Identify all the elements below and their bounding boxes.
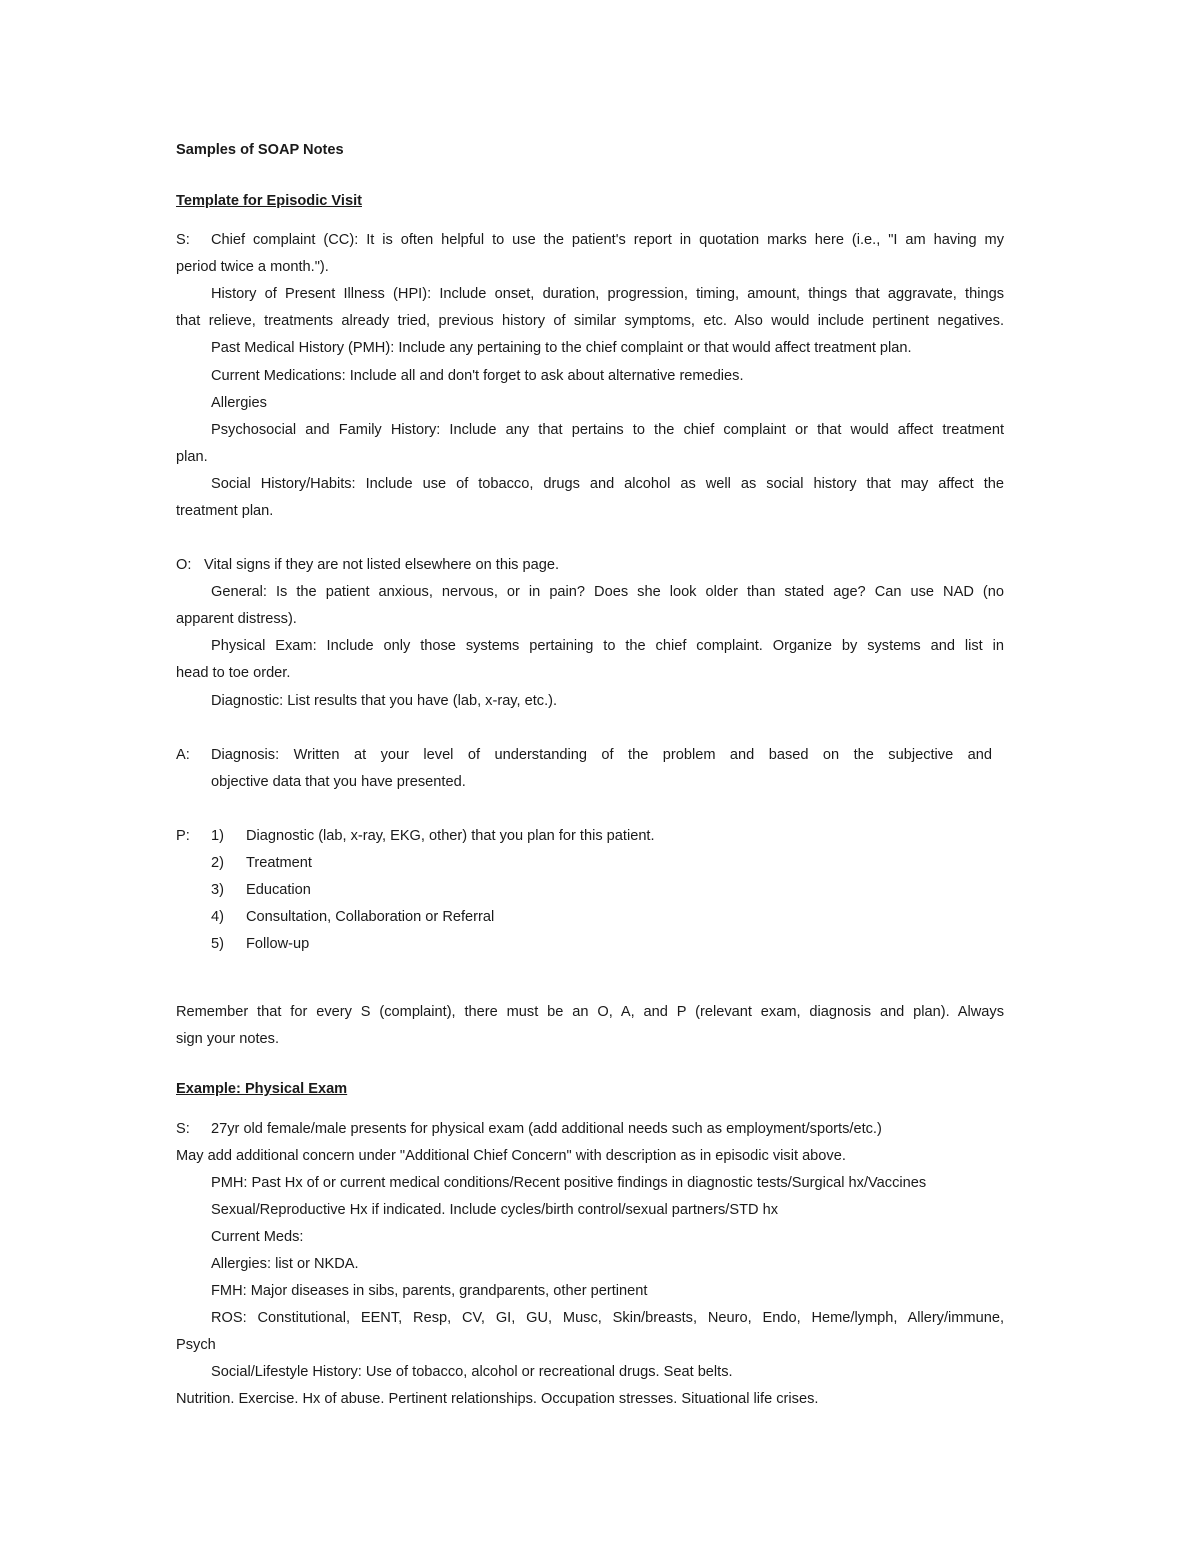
plan-item-number: 2): [211, 855, 224, 871]
o-label: O:: [176, 557, 192, 573]
example-meds-line: Current Meds:: [211, 1229, 304, 1245]
physical-exam-line: Physical Exam: Include only those systems pertaining to the chief complaint. Organize by systems and list in: [211, 638, 1004, 654]
plan-item-text: Education: [246, 882, 311, 898]
plan-item-number: 4): [211, 909, 224, 925]
vital-signs-line: Vital signs if they are not listed elsewhere on this page.: [204, 557, 560, 573]
example-ros-line-2: Psych: [176, 1337, 216, 1353]
plan-item-text: Follow-up: [246, 936, 310, 952]
example-nutrition-line: Nutrition. Exercise. Hx of abuse. Pertinent relationships. Occupation stresses. Situational life crises.: [176, 1391, 819, 1407]
psychosocial-line-2: plan.: [176, 449, 208, 465]
plan-item-number: 3): [211, 882, 224, 898]
allergies-line: Allergies: [211, 395, 267, 411]
hpi-line: History of Present Illness (HPI): Include onset, duration, progression, timing, amount, things that aggravate, things: [211, 286, 1004, 302]
plan-item-text: Diagnostic (lab, x-ray, EKG, other) that you plan for this patient.: [246, 828, 655, 844]
example-pmh-line: PMH: Past Hx of or current medical conditions/Recent positive findings in diagnostic tests/Surgical hx/Vaccines: [211, 1175, 927, 1191]
diagnosis-line: Diagnosis: Written at your level of understanding of the problem and based on the subjective and: [211, 747, 992, 763]
hpi-line-2: that relieve, treatments already tried, previous history of similar symptoms, etc. Also would include pertinent negatives.: [176, 313, 1004, 329]
s-label-example: S:: [176, 1121, 190, 1137]
reminder-line: Remember that for every S (complaint), there must be an O, A, and P (relevant exam, diagnosis and plan). Always: [176, 1004, 1004, 1020]
social-history-line-2: treatment plan.: [176, 503, 274, 519]
plan-item-text: Consultation, Collaboration or Referral: [246, 909, 495, 925]
pmh-line: Past Medical History (PMH): Include any pertaining to the chief complaint or that would affect treatment plan.: [211, 340, 912, 356]
diagnosis-line-2: objective data that you have presented.: [211, 774, 466, 790]
s-label: S:: [176, 232, 190, 248]
chief-complaint-line-2: period twice a month.").: [176, 259, 329, 275]
example-ros-line: ROS: Constitutional, EENT, Resp, CV, GI, GU, Musc, Skin/breasts, Neuro, Endo, Heme/lymph, Allery/immune,: [211, 1310, 1004, 1326]
section-heading-episodic: Template for Episodic Visit: [176, 193, 362, 209]
general-line: General: Is the patient anxious, nervous, or in pain? Does she look older than stated age? Can use NAD (no: [211, 584, 1004, 600]
section-heading-physical-exam: Example: Physical Exam: [176, 1081, 348, 1097]
example-concern-line: May add additional concern under "Additional Chief Concern" with description as in episodic visit above.: [176, 1148, 846, 1164]
document-title: Samples of SOAP Notes: [176, 142, 344, 158]
example-allergies-line: Allergies: list or NKDA.: [211, 1256, 359, 1272]
social-history-line: Social History/Habits: Include use of tobacco, drugs and alcohol as well as social history that may affect the: [211, 476, 1004, 492]
general-line-2: apparent distress).: [176, 611, 297, 627]
example-sexual-history-line: Sexual/Reproductive Hx if indicated. Include cycles/birth control/sexual partners/STD hx: [211, 1202, 778, 1218]
chief-complaint-line: Chief complaint (CC): It is often helpful to use the patient's report in quotation marks here (i.e., "I am having my: [211, 232, 1004, 248]
example-lifestyle-line: Social/Lifestyle History: Use of tobacco, alcohol or recreational drugs. Seat belts.: [211, 1364, 733, 1380]
example-presentation-line: 27yr old female/male presents for physical exam (add additional needs such as employment/sports/etc.): [211, 1121, 882, 1137]
diagnostic-line: Diagnostic: List results that you have (lab, x-ray, etc.).: [211, 693, 558, 709]
plan-item-text: Treatment: [246, 855, 312, 871]
p-label: P:: [176, 828, 190, 844]
example-fmh-line: FMH: Major diseases in sibs, parents, grandparents, other pertinent: [211, 1283, 648, 1299]
plan-item-number: 5): [211, 936, 224, 952]
a-label: A:: [176, 747, 190, 763]
medications-line: Current Medications: Include all and don't forget to ask about alternative remedies.: [211, 368, 744, 384]
plan-item-number: 1): [211, 828, 224, 844]
psychosocial-line: Psychosocial and Family History: Include any that pertains to the chief complaint or that would affect treatment: [211, 422, 1004, 438]
reminder-line-2: sign your notes.: [176, 1031, 280, 1047]
physical-exam-line-2: head to toe order.: [176, 665, 291, 681]
